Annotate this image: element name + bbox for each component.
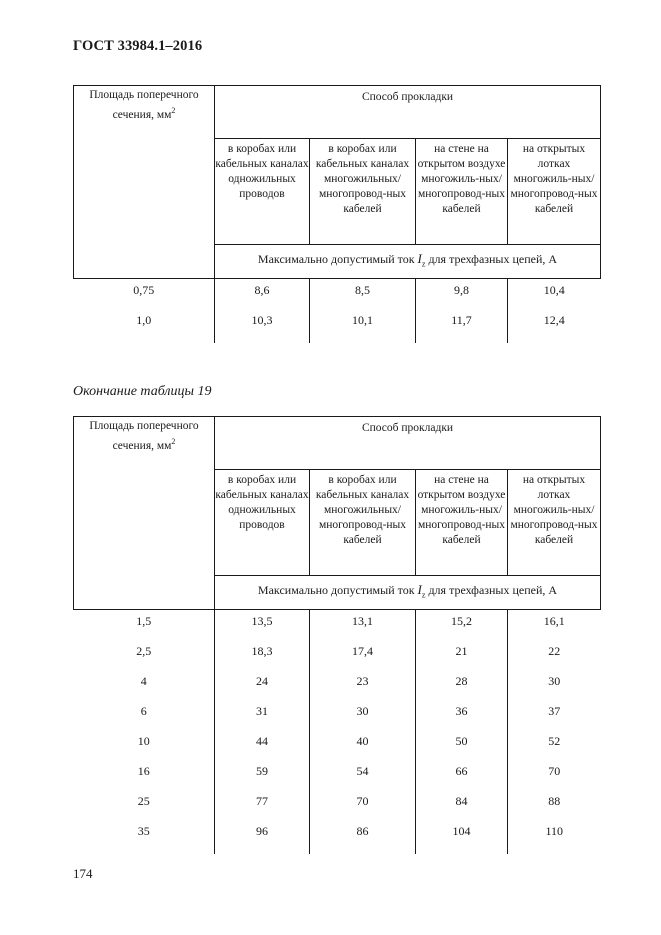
area-value: 1,0 (74, 313, 215, 343)
current-value: 10,4 (543, 283, 565, 297)
cable-current-table-part (73, 85, 601, 343)
method-column-header: на открытых лотках многожиль-ных/ многопровод-ных кабелей (508, 470, 601, 576)
current-value: 11,7 (416, 313, 508, 343)
current-value: 66 (416, 764, 508, 794)
area-header-cell (74, 86, 215, 279)
method-column-header: в коробах или кабельных каналах многожильных/ многопровод-ных кабелей (310, 139, 416, 245)
page-number: 174 (73, 866, 93, 881)
current-value: 40 (310, 734, 416, 764)
method-column-header: в коробах или кабельных каналах одножильных проводов (215, 470, 310, 576)
area-value: 4 (74, 674, 215, 704)
method-column-header: на стене на открытом воздухе многожиль-ных/ многопровод-ных кабелей (416, 470, 508, 576)
current-value: 96 (215, 824, 310, 854)
table-body (74, 610, 601, 855)
current-value: 24 (215, 674, 310, 704)
current-value: 86 (310, 824, 416, 854)
area-header-label: Площадь поперечного сечения, мм (89, 420, 199, 452)
current-value: 18,3 (215, 644, 310, 674)
current-value: 21 (416, 644, 508, 674)
max-current-prefix: Максимально допустимый ток (257, 583, 415, 598)
area-value: 25 (74, 794, 215, 824)
current-value: 12,4 (543, 313, 565, 327)
current-value: 59 (215, 764, 310, 794)
current-value: 9,8 (416, 279, 508, 314)
table-row (74, 279, 601, 314)
current-value: 54 (310, 764, 416, 794)
current-value: 17,4 (310, 644, 416, 674)
area-unit-superscript: 2 (171, 106, 176, 115)
document-header: ГОСТ 33984.1–2016 (73, 38, 203, 54)
table-continuation-caption: Окончание таблицы 19 (73, 384, 212, 399)
current-value: 31 (215, 704, 310, 734)
current-value: 10,1 (310, 313, 416, 343)
area-value: 6 (74, 704, 215, 734)
current-value: 88 (548, 794, 561, 808)
area-header-label: Площадь поперечного сечения, мм (89, 89, 199, 121)
area-value: 2,5 (74, 644, 215, 674)
current-value: 22 (548, 644, 561, 658)
laying-method-header: Способ прокладки (215, 417, 601, 470)
table-row (74, 824, 601, 854)
method-column-header: на стене на открытом воздухе многожиль-ных/ многопровод-ных кабелей (416, 139, 508, 245)
laying-method-header: Способ прокладки (215, 86, 601, 139)
table-row (74, 794, 601, 824)
table-row (74, 644, 601, 674)
table-row (74, 313, 601, 343)
current-value: 104 (416, 824, 508, 854)
current-value: 8,6 (215, 279, 310, 314)
current-subscript: z (421, 259, 426, 269)
area-value: 1,5 (74, 610, 215, 645)
area-header-cell (74, 417, 215, 610)
area-value: 35 (74, 824, 215, 854)
max-current-suffix: для трехфазных цепей, А (428, 583, 558, 598)
current-symbol: I (417, 582, 422, 598)
table-row (74, 704, 601, 734)
current-value: 10,3 (215, 313, 310, 343)
area-value: 10 (74, 734, 215, 764)
table-row (74, 610, 601, 645)
current-subscript: z (421, 590, 426, 600)
current-value: 70 (310, 794, 416, 824)
current-value: 13,5 (215, 610, 310, 645)
cable-current-table-end (73, 416, 601, 854)
current-value: 44 (215, 734, 310, 764)
current-value: 77 (215, 794, 310, 824)
current-value: 28 (416, 674, 508, 704)
current-value: 84 (416, 794, 508, 824)
current-value: 110 (545, 824, 564, 838)
area-unit-superscript: 2 (171, 437, 176, 446)
current-value: 23 (310, 674, 416, 704)
max-current-suffix: для трехфазных цепей, А (428, 252, 558, 267)
current-value: 30 (310, 704, 416, 734)
max-current-header (215, 245, 601, 279)
area-value: 16 (74, 764, 215, 794)
method-column-header: в коробах или кабельных каналах многожильных/ многопровод-ных кабелей (310, 470, 416, 576)
current-value: 15,2 (416, 610, 508, 645)
current-value: 30 (548, 674, 561, 688)
table-row (74, 734, 601, 764)
current-value: 50 (416, 734, 508, 764)
method-column-header: на открытых лотках многожиль-ных/ многопровод-ных кабелей (508, 139, 601, 245)
method-column-header: в коробах или кабельных каналах одножильных проводов (215, 139, 310, 245)
table-row (74, 764, 601, 794)
table-row (74, 674, 601, 704)
max-current-prefix: Максимально допустимый ток (257, 252, 415, 267)
current-value: 8,5 (310, 279, 416, 314)
current-value: 36 (416, 704, 508, 734)
current-value: 37 (548, 704, 561, 718)
current-value: 16,1 (543, 614, 565, 628)
area-value: 0,75 (74, 279, 215, 314)
current-value: 70 (548, 764, 561, 778)
current-value: 52 (548, 734, 561, 748)
current-value: 13,1 (310, 610, 416, 645)
max-current-header (215, 576, 601, 610)
current-symbol: I (417, 251, 422, 267)
